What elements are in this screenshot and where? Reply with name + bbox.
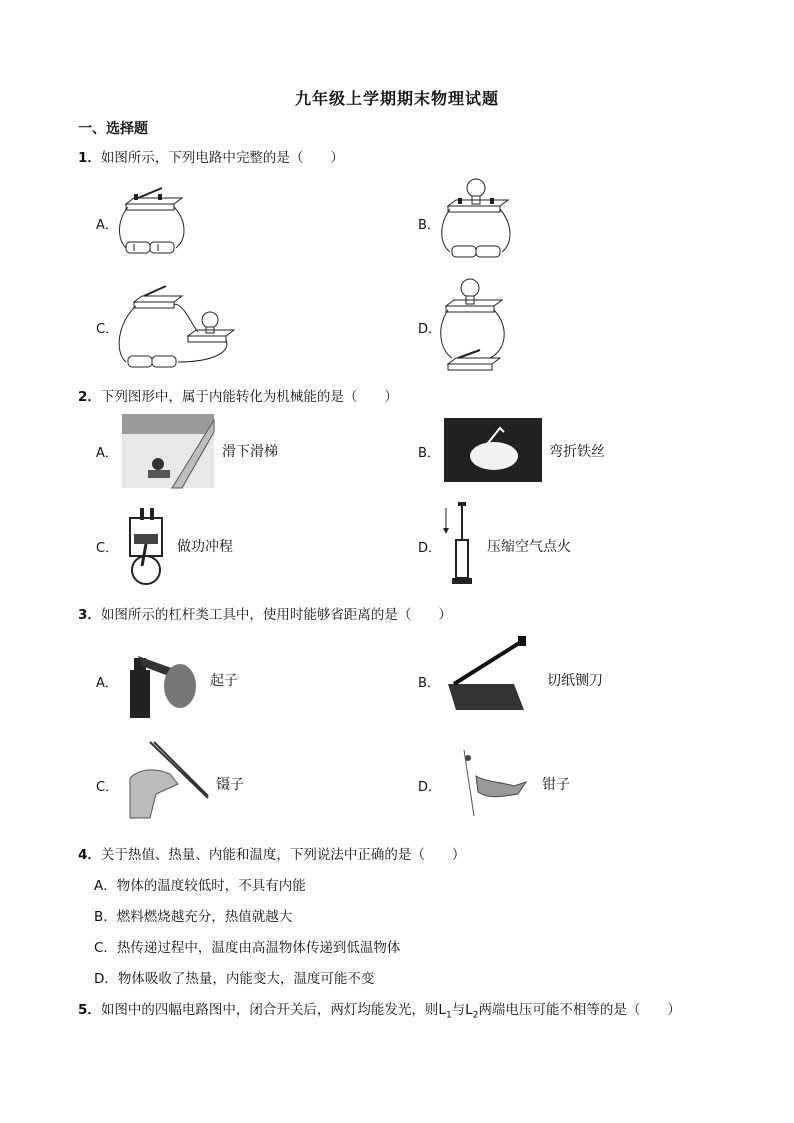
q3-pliers-image <box>456 746 536 820</box>
question-text: 如图所示，下列电路中完整的是（ ） <box>100 150 344 166</box>
q2-option-c: C． <box>96 541 119 556</box>
q1-option-a: A． <box>96 218 118 233</box>
q3-option-c: C． <box>96 780 119 795</box>
q4-choice-a: A．物体的温度较低时，不具有内能 <box>94 878 306 894</box>
section-heading: 一、选择题 <box>78 121 148 137</box>
question-number: 4． <box>78 847 101 863</box>
conjunction: 与 <box>451 1002 466 1018</box>
q2-caption-a: 滑下滑梯 <box>222 444 278 460</box>
q2-caption-d: 压缩空气点火 <box>487 539 571 555</box>
q2-slide-image <box>122 414 214 488</box>
question-3 <box>78 603 452 623</box>
question-2 <box>78 385 398 405</box>
question-text: 下列图形中，属于内能转化为机械能的是（ ） <box>100 389 398 405</box>
q1-circuit-d-figure <box>440 278 520 378</box>
q4-choice-c: C．热传递过程中，温度由高温物体传递到低温物体 <box>94 940 401 956</box>
q2-caption-b: 弯折铁丝 <box>549 444 605 460</box>
question-number: 2． <box>78 389 101 405</box>
question-text: 关于热值、热量、内能和温度，下列说法中正确的是（ ） <box>100 847 466 863</box>
q3-caption-a: 起子 <box>210 673 238 689</box>
q1-circuit-a-figure <box>118 182 188 262</box>
q3-tweezers-image <box>126 738 210 822</box>
lamp-label-1: $L_1$ <box>438 1002 452 1021</box>
question-4 <box>78 843 465 863</box>
q3-option-d: D． <box>418 780 442 795</box>
q3-bottle-opener-image <box>128 640 198 720</box>
question-text: 如图所示的杠杆类工具中，使用时能够省距离的是（ ） <box>100 607 452 623</box>
q2-caption-c: 做功冲程 <box>177 539 233 555</box>
q3-paper-cutter-image <box>444 634 528 718</box>
q4-choice-b: B．燃料燃烧越充分，热值就越大 <box>94 909 293 925</box>
q2-option-d: D． <box>418 541 442 556</box>
q3-option-a: A． <box>96 676 118 691</box>
q3-caption-b: 切纸铡刀 <box>547 673 603 689</box>
q2-option-b: B． <box>418 446 440 461</box>
q1-option-b: B． <box>418 218 440 233</box>
q2-wire-bending-image <box>444 418 542 482</box>
q1-circuit-c-figure <box>118 282 238 372</box>
q2-air-compression-image <box>440 500 480 588</box>
question-number: 1． <box>78 150 101 166</box>
question-text: 如图中的四幅电路图中，闭合开关后，两灯均能发光，则 <box>100 1002 439 1018</box>
q3-caption-c: 镊子 <box>216 777 244 793</box>
q4-choice-d: D．物体吸收了热量，内能变大，温度可能不变 <box>94 971 375 987</box>
q1-option-d: D． <box>418 322 442 337</box>
q2-option-a: A． <box>96 446 118 461</box>
q3-caption-d: 钳子 <box>542 777 570 793</box>
lamp-label-2: $L_2$ <box>465 1002 479 1021</box>
q3-option-b: B． <box>418 676 440 691</box>
q2-engine-stroke-image <box>122 504 172 586</box>
question-text-end: 两端电压可能不相等的是（ ） <box>478 1002 681 1018</box>
question-5 <box>78 998 681 1021</box>
question-1 <box>78 146 344 166</box>
q1-option-c: C． <box>96 322 119 337</box>
q1-circuit-b-figure <box>440 178 516 264</box>
question-number: 3． <box>78 607 101 623</box>
question-number: 5． <box>78 1002 101 1018</box>
page-title: 九年级上学期期末物理试题 <box>294 89 499 108</box>
